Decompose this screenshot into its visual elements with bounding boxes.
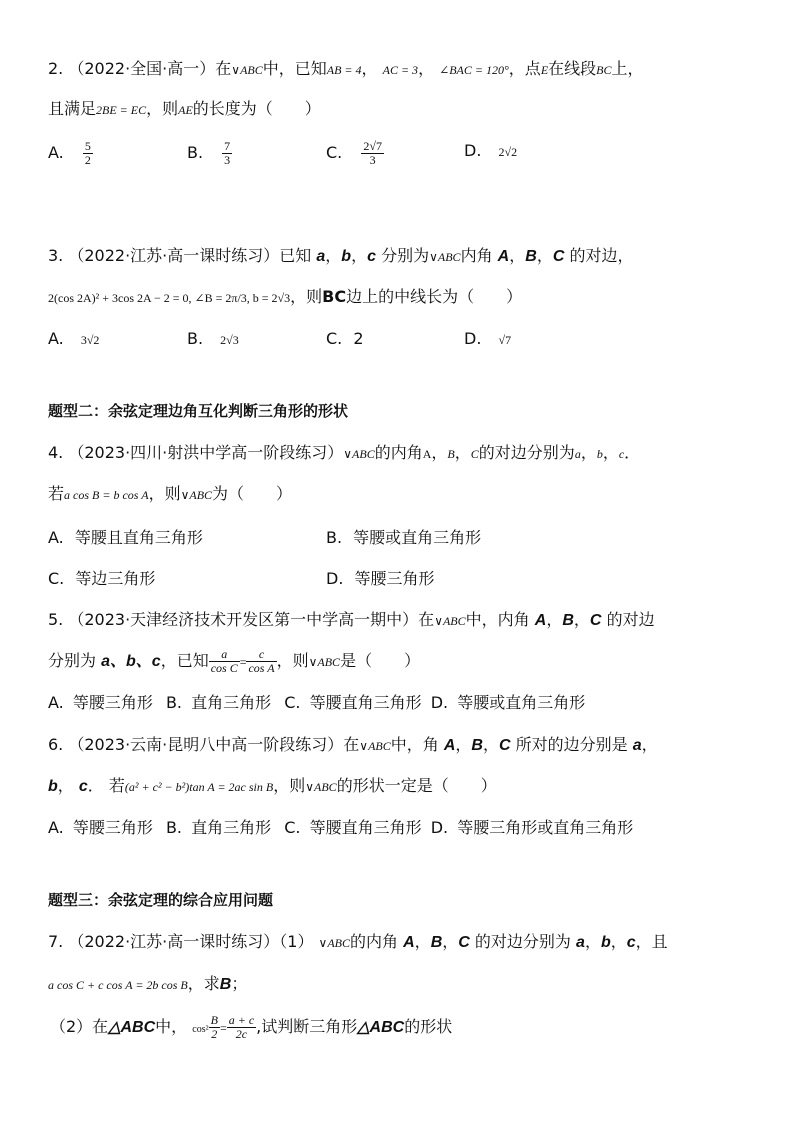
q5-line1: 5. （2023·天津经济技术开发区第一中学高一期中）在∨ABC中，内角 A，B，C 的对边	[48, 610, 655, 629]
q5-option-a[interactable]: A. 等腰三角形	[48, 693, 153, 712]
q6-source: （2023·云南·昆明八中高一阶段练习）	[68, 735, 344, 754]
q7-line2: a cos C + c cos A = 2b cos B，求B；	[48, 974, 248, 993]
triangle-abc: ∨ABC	[359, 739, 391, 753]
q7-number: 7.	[48, 932, 64, 951]
q3-number: 3.	[48, 246, 64, 265]
q4-condition: a cos B = b cos A	[64, 488, 149, 502]
section-heading-2: 题型二：余弦定理边角互化判断三角形的形状	[48, 402, 349, 420]
q5-line2: 分别为 a、b、c，已知 $\frac{a}{\text{cos C}}$ = $\frac{c}{\text{cos A}}$ ，则∨ABC是（ ）	[48, 647, 421, 675]
q3-line1: 3. （2022·江苏·高一课时练习）已知 a，b，c 分别为∨ABC内角 A，B，C 的对边，	[48, 246, 634, 265]
q4-option-b[interactable]: B. 等腰或直角三角形	[326, 528, 482, 547]
triangle-abc: ∨ABC	[318, 936, 350, 950]
q4-option-c[interactable]: C. 等边三角形	[48, 569, 156, 588]
q7-fraction-2: $\frac{a + c}{2c}$	[228, 1013, 255, 1041]
q3-option-a[interactable]: A. 3√2	[48, 329, 100, 348]
triangle-abc: ∨ABC	[231, 63, 263, 77]
q2-option-c[interactable]: C. $\frac{2√7}{3}$	[326, 139, 382, 167]
q6-condition: (a² + c² − b²)tan A = 2ac sin B	[124, 780, 274, 794]
q2-option-b[interactable]: B. $\frac{7}{3}$	[187, 139, 231, 167]
q5-option-c[interactable]: C. 等腰直角三角形	[284, 693, 422, 712]
q3-option-b[interactable]: B. 2√3	[187, 329, 239, 348]
q4-option-d[interactable]: D. 等腰三角形	[326, 569, 435, 588]
q6-number: 6.	[48, 735, 64, 754]
q5-number: 5.	[48, 610, 64, 629]
q6-line2: b， c． 若(a² + c² − b²)tan A = 2ac sin B，则∨ABC的形状一定是（ ）	[48, 776, 497, 795]
q7-fraction-1: $\frac{B}{2}$	[210, 1013, 218, 1041]
q4-option-a[interactable]: A. 等腰且直角三角形	[48, 528, 203, 547]
q4-number: 4.	[48, 443, 64, 462]
triangle-abc: ∨ABC	[429, 250, 461, 264]
q5-options	[48, 692, 585, 714]
q5-fraction-1: $\frac{a}{\text{cos C}}$	[210, 647, 238, 675]
q2-line1: 2. （2022·全国·高一）在∨ABC中，已知AB = 4， AC = 3， ∠BAC = 120°，点E在线段BC上，	[48, 59, 644, 78]
q5-source: （2023·天津经济技术开发区第一中学高一期中）	[68, 610, 419, 629]
section-heading-3: 题型三：余弦定理的综合应用问题	[48, 891, 274, 909]
q2-condition: 2BE = EC	[96, 103, 147, 117]
triangle-abc: ∨ABC	[434, 614, 466, 628]
q4-source: （2023·四川·射洪中学高一阶段练习）	[68, 443, 344, 462]
q6-options	[48, 817, 633, 839]
q7-line3: （2）在△ABC中， cos² $\frac{B}{2}$ = $\frac{a + c}{2c}$ ,试判断三角形△ABC的形状	[50, 1013, 453, 1041]
q5-fraction-2: $\frac{c}{\text{cos A}}$	[248, 647, 275, 675]
q6-option-b[interactable]: B. 直角三角形	[165, 818, 272, 837]
q5-option-d[interactable]: D. 等腰或直角三角形	[430, 693, 586, 712]
q6-option-d[interactable]: D. 等腰三角形或直角三角形	[430, 818, 634, 837]
q3-option-c[interactable]: C. 2	[326, 329, 364, 348]
q2-number: 2.	[48, 59, 64, 78]
q7-line1: 7. （2022·江苏·高一课时练习）（1） ∨ABC的内角 A，B，C 的对边分别为 a，b，c，且	[48, 932, 668, 951]
q2-line2: 且满足2BE = EC，则AE的长度为（ ）	[48, 99, 321, 118]
q6-option-c[interactable]: C. 等腰直角三角形	[284, 818, 422, 837]
q4-line1: 4. （2023·四川·射洪中学高一阶段练习）∨ABC的内角A，B，C的对边分别为a，b，c．	[48, 443, 641, 462]
q2-source: （2022·全国·高一）	[68, 59, 216, 78]
q2-option-d[interactable]: D. 2√2	[464, 141, 518, 160]
q3-source: （2022·江苏·高一课时练习）	[68, 246, 280, 265]
q6-option-a[interactable]: A. 等腰三角形	[48, 818, 153, 837]
q5-option-b[interactable]: B. 直角三角形	[165, 693, 272, 712]
q2-ab: AB = 4	[326, 63, 362, 77]
q2-angle: ∠BAC = 120°	[439, 63, 509, 77]
q2-ac: AC = 3	[382, 63, 419, 77]
q2-option-a[interactable]: A. $\frac{5}{2}$	[48, 139, 91, 167]
q6-line1: 6. （2023·云南·昆明八中高一阶段练习）在∨ABC中，角 A，B，C 所对的边分别是 a，	[48, 735, 658, 754]
q3-option-d[interactable]: D. √7	[464, 329, 512, 348]
q7-source: （2022·江苏·高一课时练习）	[68, 932, 280, 951]
q7-condition: a cos C + c cos A = 2b cos B	[48, 978, 188, 992]
q3-line2: 2(cos 2A)² + 3cos 2A − 2 = 0, ∠B = 2π/3, b = 2√3，则BC边上的中线长为（ ）	[48, 287, 523, 306]
q3-equation: 2(cos 2A)² + 3cos 2A − 2 = 0, ∠B = 2π/3, b = 2√3	[48, 291, 291, 305]
triangle-abc: ∨ABC	[343, 447, 375, 461]
q4-line2: 若a cos B = b cos A，则∨ABC为（ ）	[48, 484, 293, 503]
